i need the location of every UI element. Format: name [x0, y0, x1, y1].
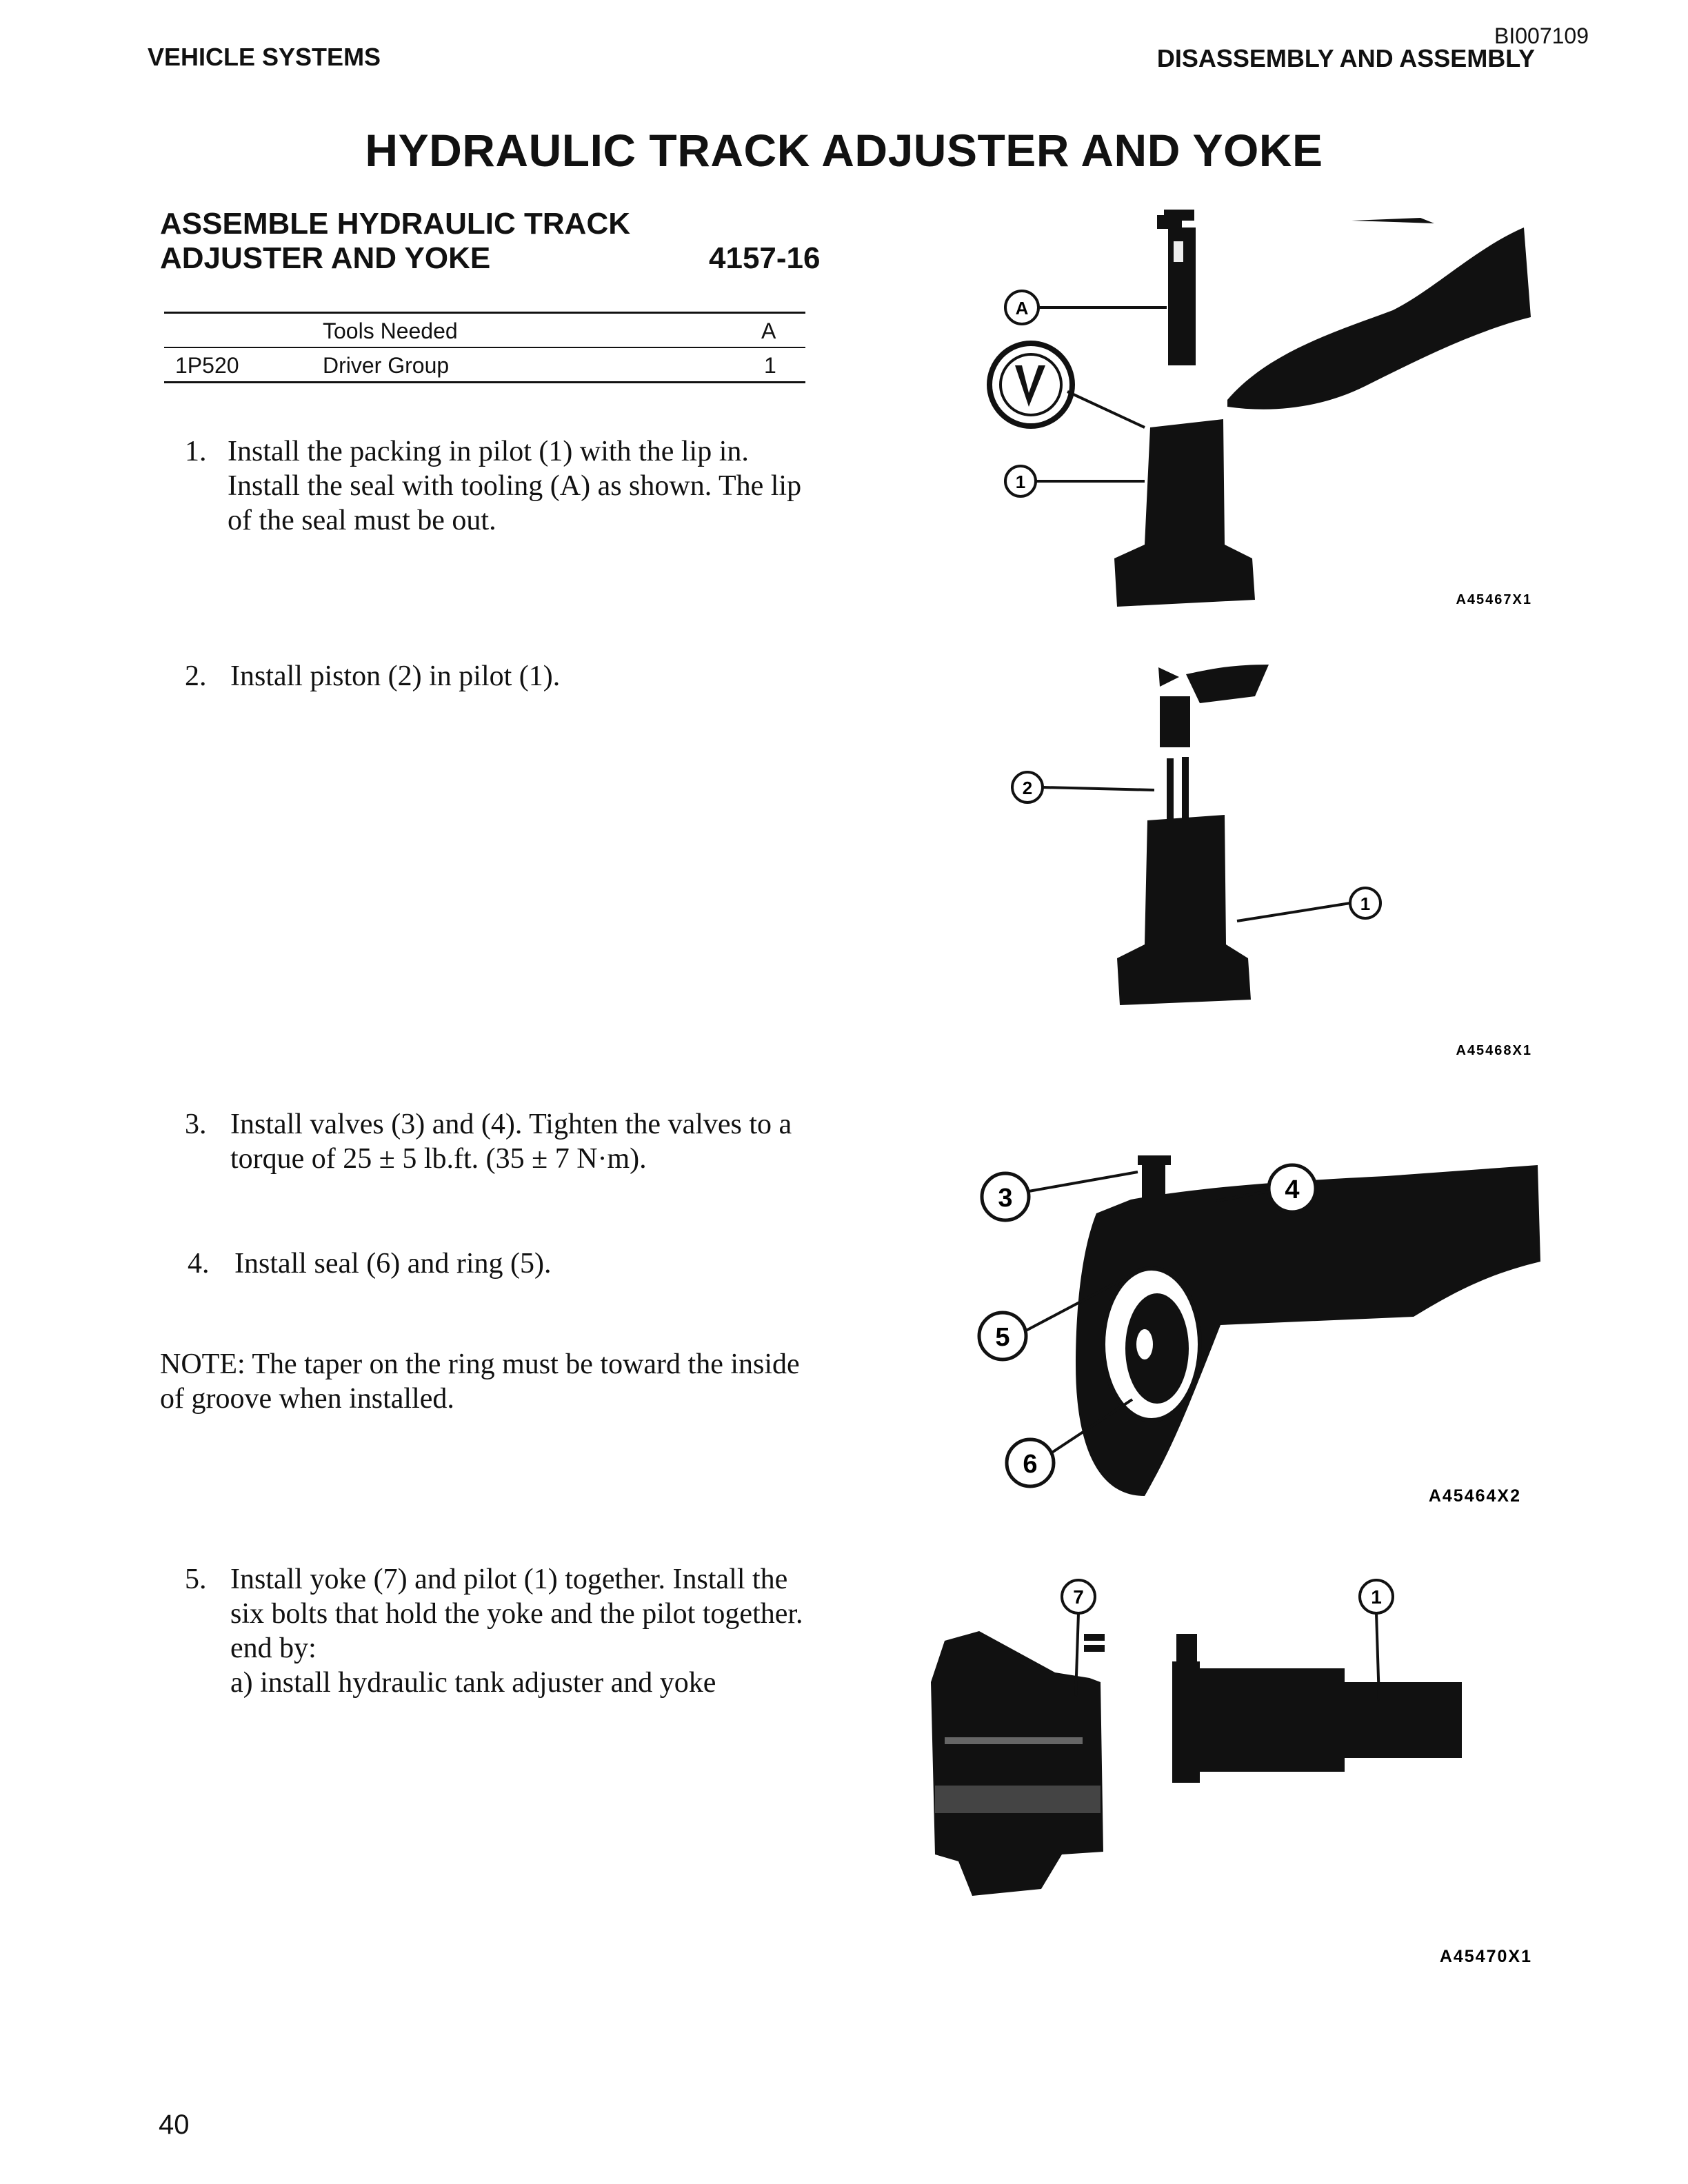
svg-text:A: A [1015, 298, 1029, 318]
step-line: Install seal (6) and ring (5). [234, 1248, 552, 1280]
step-line: Install the seal with tooling (A) as shown. The lip [228, 470, 802, 502]
section-heading [160, 207, 630, 276]
svg-text:5: 5 [995, 1323, 1010, 1352]
svg-text:3: 3 [998, 1184, 1013, 1213]
callout-2 [1023, 778, 1032, 798]
note [160, 1347, 836, 1416]
callout-1 [1016, 472, 1025, 492]
tools-table [164, 312, 805, 383]
tools-header-label: Tools Needed [323, 318, 458, 343]
page-number: 40 [159, 2110, 190, 2140]
figure-id: A45470X1 [1439, 1947, 1532, 1966]
figure-2-photo [979, 655, 1545, 1069]
note-line: of groove when installed. [160, 1383, 454, 1415]
svg-text:1: 1 [1371, 1586, 1382, 1608]
callout-a [1016, 298, 1029, 318]
step-line: of the seal must be out. [228, 505, 496, 536]
tool-name: Driver Group [323, 353, 450, 378]
figure-id: A45468X1 [1456, 1043, 1532, 1058]
tools-table-header [164, 314, 805, 347]
svg-text:7: 7 [1073, 1586, 1084, 1608]
figure-4-photo [903, 1565, 1545, 1972]
step-line: end by: [230, 1632, 316, 1664]
figure-1-photo [979, 200, 1545, 614]
step-line: Install the packing in pilot (1) with the lip in. [228, 436, 749, 467]
section-code: 4157-16 [709, 241, 821, 275]
step-line: Install valves (3) and (4). Tighten the valves to a [230, 1109, 792, 1140]
step-number: 2. [185, 660, 207, 692]
figure-3-photo [972, 1138, 1545, 1524]
step-line: Install piston (2) in pilot (1). [230, 660, 561, 692]
step-line: Install yoke (7) and pilot (1) together. Install the [230, 1564, 788, 1595]
step-line: six bolts that hold the yoke and the pilot together. [230, 1598, 803, 1630]
svg-text:4: 4 [1285, 1175, 1300, 1204]
callout-5 [995, 1323, 1009, 1352]
step-number: 5. [185, 1564, 207, 1595]
svg-text:6: 6 [1023, 1450, 1038, 1479]
step-number: 4. [188, 1248, 210, 1280]
svg-text:2: 2 [1022, 778, 1033, 798]
callout-1 [1360, 893, 1370, 914]
section-heading-line2: ADJUSTER AND YOKE [160, 241, 491, 275]
step-line: torque of 25 ± 5 lb.ft. (35 ± 7 N·m). [230, 1143, 647, 1175]
step-line: a) install hydraulic tank adjuster and yoke [230, 1667, 716, 1699]
step-number: 1. [185, 436, 207, 467]
callout-1 [1371, 1586, 1382, 1608]
section-heading-line1: ASSEMBLE HYDRAULIC TRACK [160, 207, 630, 241]
header-right: DISASSEMBLY AND ASSEMBLY [1156, 44, 1535, 72]
callout-4 [1285, 1175, 1299, 1204]
callout-3 [998, 1184, 1012, 1213]
figure-id: A45464X2 [1428, 1486, 1521, 1506]
callout-7 [1073, 1586, 1084, 1608]
document-id: BI007109 [1494, 23, 1589, 48]
page-title: HYDRAULIC TRACK ADJUSTER AND YOKE [365, 125, 1323, 176]
tool-part-number: 1P520 [175, 353, 239, 378]
tools-header-col-a: A [761, 318, 776, 343]
table-row [164, 347, 805, 381]
header-left: VEHICLE SYSTEMS [148, 43, 381, 71]
svg-text:1: 1 [1015, 472, 1026, 492]
note-line: NOTE: The taper on the ring must be toward the inside [160, 1348, 800, 1380]
tool-quantity: 1 [764, 353, 776, 378]
callout-6 [1023, 1450, 1037, 1479]
step-number: 3. [185, 1109, 207, 1140]
svg-text:1: 1 [1360, 893, 1371, 914]
figure-id: A45467X1 [1456, 592, 1532, 607]
